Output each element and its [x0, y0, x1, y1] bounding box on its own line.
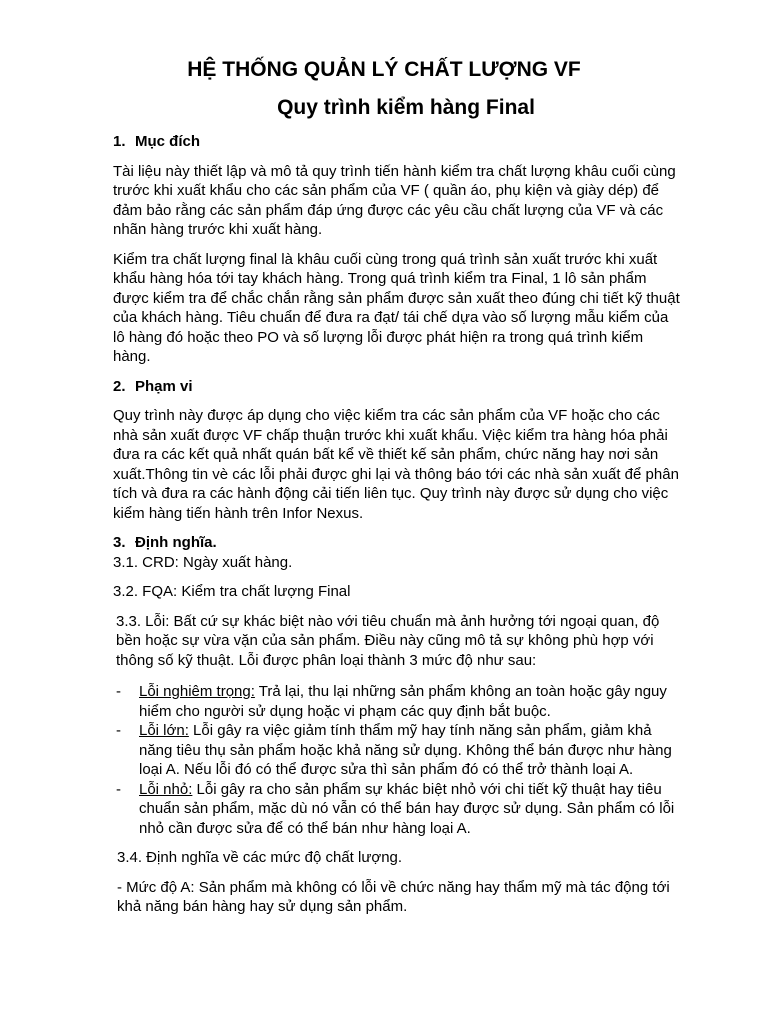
section-heading-purpose: [113, 132, 683, 152]
bullet-dash: -: [116, 683, 121, 700]
section-number: 2.: [113, 377, 126, 395]
list-item: [113, 721, 683, 780]
defect-description: Trả lại, thu lại những sản phẩm không an toàn hoặc gây nguy hiểm cho người sử dụng hoặc vi phạm các quy định bắt buộc.: [139, 683, 667, 720]
defect-description: Lỗi gây ra cho sản phẩm sự khác biệt nhỏ với chi tiết kỹ thuật hay tiêu chuẩn sản phẩm, mặc dù nó vẫn có thể bán hay được sử dụng. Sản phẩm có lỗi nhỏ cần được sửa để có thể bán như hàng loại A.: [139, 780, 675, 837]
document-body: [113, 132, 683, 917]
defect-levels-list: [113, 682, 683, 838]
defect-term-minor: Lỗi nhỏ:: [139, 780, 193, 798]
definition-defect: 3.3. Lỗi: Bất cứ sự khác biệt nào với tiêu chuẩn mà ảnh hưởng tới ngoại quan, độ bền hoặc sự vừa vặn của sản phẩm. Điều này cũng mô tả sự không phù hợp với thông số kỹ thuật. Lỗi được phân loại thành 3 mức độ như sau:: [116, 612, 660, 669]
document-title: HỆ THỐNG QUẢN LÝ CHẤT LƯỢNG VF: [187, 58, 581, 81]
defect-term-critical: Lỗi nghiêm trọng:: [139, 683, 255, 700]
list-item: [113, 682, 683, 721]
section-title: Mục đích: [135, 133, 201, 150]
section-heading-definitions: [113, 533, 683, 553]
defect-term-major: Lỗi lớn:: [139, 722, 189, 739]
defect-description: Lỗi gây ra việc giảm tính thẩm mỹ hay tính năng sản phẩm, giảm khả năng tiêu thụ sản phẩm hoặc khả năng sử dụng. Không thể bán được như hàng loại A. Nếu lỗi đó có thể được sửa thì sản phẩm đó có thể trở thành loại A.: [139, 722, 672, 778]
definition-crd: 3.1. CRD: Ngày xuất hàng.: [113, 553, 293, 571]
quality-level-a: - Mức độ A: Sản phẩm mà không có lỗi về chức năng hay thẩm mỹ mà tác động tới khả năng bán hàng hay sử dụng sản phẩm.: [117, 878, 670, 915]
bullet-dash: -: [116, 722, 121, 739]
list-item: [113, 780, 683, 839]
document-subtitle: Quy trình kiểm hàng Final: [277, 96, 535, 119]
bullet-dash: -: [116, 780, 121, 798]
section-heading-scope: [113, 377, 683, 397]
purpose-paragraph-2: Kiểm tra chất lượng final là khâu cuối cùng trong quá trình sản xuất trước khi xuất khẩu hàng hóa tới tay khách hàng. Trong quá trình kiểm tra Final, 1 lô sản phẩm được kiểm tra để chắc chắn rằng sản phẩm được sản xuất theo đúng chi tiết kỹ thuật của khách hàng. Tiêu chuẩn để đưa ra đạt/ tái chế dựa vào số lượng mẫu kiểm của lô hàng đó hoặc theo PO và số lượng lỗi được phát hiện ra trong quá trình kiểm hàng.: [113, 250, 680, 365]
definition-quality-levels: 3.4. Định nghĩa về các mức độ chất lượng.: [117, 849, 403, 866]
definition-fqa: 3.2. FQA: Kiểm tra chất lượng Final: [113, 583, 351, 600]
section-title: Định nghĩa.: [135, 534, 217, 551]
purpose-paragraph-1: Tài liệu này thiết lập và mô tả quy trình tiến hành kiểm tra chất lượng khâu cuối cùng trước khi xuất khẩu cho các sản phẩm của VF ( quần áo, phụ kiện và giày dép) để đảm bảo rằng các sản phẩm đáp ứng được các yêu cầu chất lượng của VF và các nhãn hàng trước khi xuất hàng.: [113, 162, 676, 238]
scope-paragraph: Quy trình này được áp dụng cho việc kiểm tra các sản phẩm của VF hoặc cho các nhà sản xuất được VF chấp thuận trước khi xuất khẩu. Việc kiểm tra hàng hóa phải đưa ra các kết quả nhất quán bất kể về thiết kế sản phẩm, chức năng hay nơi sản xuất.Thông tin vè các lỗi phải được ghi lại và thông báo tới các nhà sản xuất để phân tích và đưa ra các hành động cải tiến liên tục. Quy trình này được sử dụng cho việc kiểm hàng tiến hành trên Infor Nexus.: [113, 407, 679, 522]
section-number: 1.: [113, 133, 126, 150]
section-number: 3.: [113, 534, 126, 551]
section-title: Phạm vi: [135, 377, 193, 395]
